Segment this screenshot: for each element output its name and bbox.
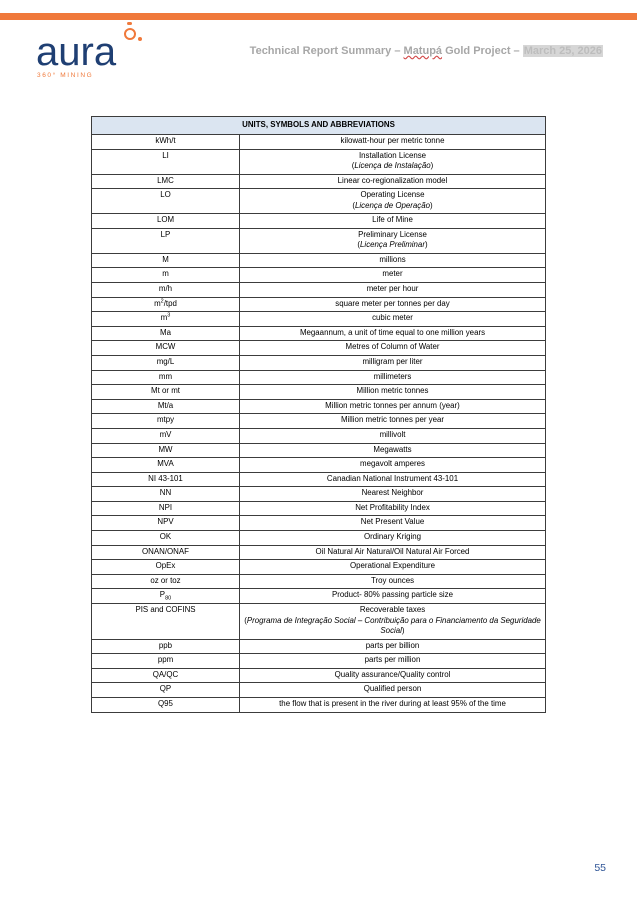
- definition-cell: [240, 149, 546, 174]
- definition-cell: milligram per liter: [240, 355, 546, 370]
- table-row: [92, 341, 546, 356]
- table-row: [92, 385, 546, 400]
- definition-cell: [240, 604, 546, 640]
- abbr-cell: LMC: [92, 174, 240, 189]
- definition-note: Licença de Operação: [354, 200, 430, 210]
- definition-text: Preliminary License: [358, 229, 427, 239]
- abbr-cell: Ma: [92, 326, 240, 341]
- abbr-cell: mtpy: [92, 414, 240, 429]
- table-row: [92, 501, 546, 516]
- definition-cell: Oil Natural Air Natural/Oil Natural Air Forced: [240, 545, 546, 560]
- abbr-cell: QP: [92, 683, 240, 698]
- abbr-cell: [92, 589, 240, 604]
- abbr-cell: MCW: [92, 341, 240, 356]
- abbr-cell: OK: [92, 531, 240, 546]
- abbr-cell: ppb: [92, 639, 240, 654]
- definition-cell: millimeters: [240, 370, 546, 385]
- table-row: [92, 516, 546, 531]
- abbr-cell: MVA: [92, 458, 240, 473]
- note-close: ): [430, 161, 434, 171]
- table-row: [92, 399, 546, 414]
- abbr-cell: m: [92, 268, 240, 283]
- abbr-cell: LO: [92, 189, 240, 214]
- definition-cell: square meter per tonnes per day: [240, 297, 546, 312]
- table-row: [92, 135, 546, 150]
- definition-cell: Troy ounces: [240, 574, 546, 589]
- table-row: [92, 428, 546, 443]
- definition-text: Recoverable taxes: [359, 605, 426, 615]
- table-row: [92, 604, 546, 640]
- table-row: [92, 214, 546, 229]
- definition-cell: meter per hour: [240, 282, 546, 297]
- abbr-cell: M: [92, 253, 240, 268]
- abbr-cell: Mt or mt: [92, 385, 240, 400]
- abbr-superscript: 2: [160, 297, 164, 304]
- definition-cell: megavolt amperes: [240, 458, 546, 473]
- logo-dot-icon: [138, 37, 142, 41]
- abbr-base: m: [160, 313, 168, 323]
- table-row: [92, 253, 546, 268]
- table-row: [92, 560, 546, 575]
- definition-cell: Nearest Neighbor: [240, 487, 546, 502]
- abbr-cell: OpEx: [92, 560, 240, 575]
- abbr-cell: PIS and COFINS: [92, 604, 240, 640]
- abbr-cell: Q95: [92, 697, 240, 712]
- table-row: [92, 174, 546, 189]
- table-row: [92, 312, 546, 327]
- definition-cell: Linear co-regionalization model: [240, 174, 546, 189]
- definition-note: Licença de Instalação: [354, 161, 431, 171]
- abbr-cell: NN: [92, 487, 240, 502]
- logo-accent-tick: [127, 22, 132, 25]
- abbr-base: m: [154, 298, 161, 308]
- table-row: [92, 472, 546, 487]
- definition-cell: Net Profitability Index: [240, 501, 546, 516]
- definition-cell: Life of Mine: [240, 214, 546, 229]
- abbr-cell: NI 43-101: [92, 472, 240, 487]
- table-row: [92, 654, 546, 669]
- table-row: [92, 639, 546, 654]
- definition-cell: Metres of Column of Water: [240, 341, 546, 356]
- title-middle: Gold Project –: [442, 45, 523, 57]
- note-open: (: [357, 240, 361, 250]
- abbr-cell: ppm: [92, 654, 240, 669]
- abbr-cell: NPV: [92, 516, 240, 531]
- table-row: [92, 531, 546, 546]
- aura-logo: [36, 22, 156, 82]
- table-row: [92, 297, 546, 312]
- abbr-cell: [92, 297, 240, 312]
- table-row: [92, 149, 546, 174]
- definition-cell: [240, 189, 546, 214]
- note-open: (: [352, 200, 355, 210]
- definition-cell: Megaannum, a unit of time equal to one million years: [240, 326, 546, 341]
- abbr-cell: MW: [92, 443, 240, 458]
- definition-cell: Megawatts: [240, 443, 546, 458]
- table-row: [92, 228, 546, 253]
- definition-cell: Operational Expenditure: [240, 560, 546, 575]
- abbr-cell: LP: [92, 228, 240, 253]
- table-row: [92, 282, 546, 297]
- abbr-cell: kWh/t: [92, 135, 240, 150]
- table-row: [92, 683, 546, 698]
- page-number: 55: [594, 862, 606, 874]
- definition-cell: Ordinary Kriging: [240, 531, 546, 546]
- definition-cell: the flow that is present in the river during at least 95% of the time: [240, 697, 546, 712]
- abbr-cell: QA/QC: [92, 668, 240, 683]
- definition-cell: cubic meter: [240, 312, 546, 327]
- definition-cell: kilowatt-hour per metric tonne: [240, 135, 546, 150]
- definition-cell: meter: [240, 268, 546, 283]
- table-row: [92, 443, 546, 458]
- definition-cell: Million metric tonnes: [240, 385, 546, 400]
- abbr-cell: LI: [92, 149, 240, 174]
- definition-cell: [240, 228, 546, 253]
- table-row: [92, 697, 546, 712]
- definition-cell: parts per million: [240, 654, 546, 669]
- abbr-cell: Mt/a: [92, 399, 240, 414]
- logo-ring-icon: [124, 28, 136, 40]
- table-row: [92, 370, 546, 385]
- abbr-cell: [92, 312, 240, 327]
- note-open: (: [351, 161, 355, 171]
- note-close: ): [424, 240, 428, 250]
- table-row: [92, 268, 546, 283]
- definition-cell: Canadian National Instrument 43-101: [240, 472, 546, 487]
- definition-cell: millions: [240, 253, 546, 268]
- table-row: [92, 414, 546, 429]
- abbr-cell: m/h: [92, 282, 240, 297]
- table-row: [92, 458, 546, 473]
- logo-tagline: 360° MINING: [37, 72, 94, 79]
- table-row: [92, 355, 546, 370]
- table-row: [92, 668, 546, 683]
- definition-cell: Qualified person: [240, 683, 546, 698]
- definition-note: Programa de Integração Social – Contribuição para o Financiamento da Seguridade Social: [246, 615, 541, 636]
- definition-cell: parts per billion: [240, 639, 546, 654]
- table-row: [92, 189, 546, 214]
- abbr-rest: /tpd: [163, 298, 177, 308]
- table-row: [92, 487, 546, 502]
- abbr-cell: ONAN/ONAF: [92, 545, 240, 560]
- definition-cell: Product- 80% passing particle size: [240, 589, 546, 604]
- definition-cell: Net Present Value: [240, 516, 546, 531]
- note-open: (: [244, 615, 247, 625]
- table-row: [92, 545, 546, 560]
- table-row: [92, 574, 546, 589]
- title-prefix: Technical Report Summary –: [249, 45, 404, 57]
- report-header-title: [250, 45, 603, 57]
- definition-cell: millivolt: [240, 428, 546, 443]
- table-row: [92, 589, 546, 604]
- abbr-superscript: 3: [167, 312, 171, 319]
- header-accent-bar: [0, 13, 637, 20]
- definition-text: Installation License: [358, 150, 427, 160]
- abbr-base: P: [159, 590, 166, 600]
- definition-text: Operating License: [360, 190, 425, 200]
- logo-wordmark: aura: [36, 30, 117, 74]
- note-close: ): [401, 626, 405, 636]
- abbr-cell: mV: [92, 428, 240, 443]
- definition-cell: Quality assurance/Quality control: [240, 668, 546, 683]
- definition-note: Licença Preliminar: [360, 240, 425, 250]
- abbr-subscript: 80: [165, 596, 172, 603]
- abbr-cell: NPI: [92, 501, 240, 516]
- abbr-cell: oz or toz: [92, 574, 240, 589]
- note-close: ): [430, 200, 433, 210]
- abbreviations-table: [91, 116, 546, 713]
- table-header-row: [92, 117, 546, 135]
- abbr-cell: LOM: [92, 214, 240, 229]
- table-heading: UNITS, SYMBOLS AND ABBREVIATIONS: [92, 117, 546, 135]
- abbr-cell: mm: [92, 370, 240, 385]
- definition-cell: Million metric tonnes per annum (year): [240, 399, 546, 414]
- title-date: March 25, 2026: [523, 45, 602, 57]
- abbr-cell: mg/L: [92, 355, 240, 370]
- definition-cell: Million metric tonnes per year: [240, 414, 546, 429]
- table-row: [92, 326, 546, 341]
- title-project: Matupá: [403, 45, 443, 57]
